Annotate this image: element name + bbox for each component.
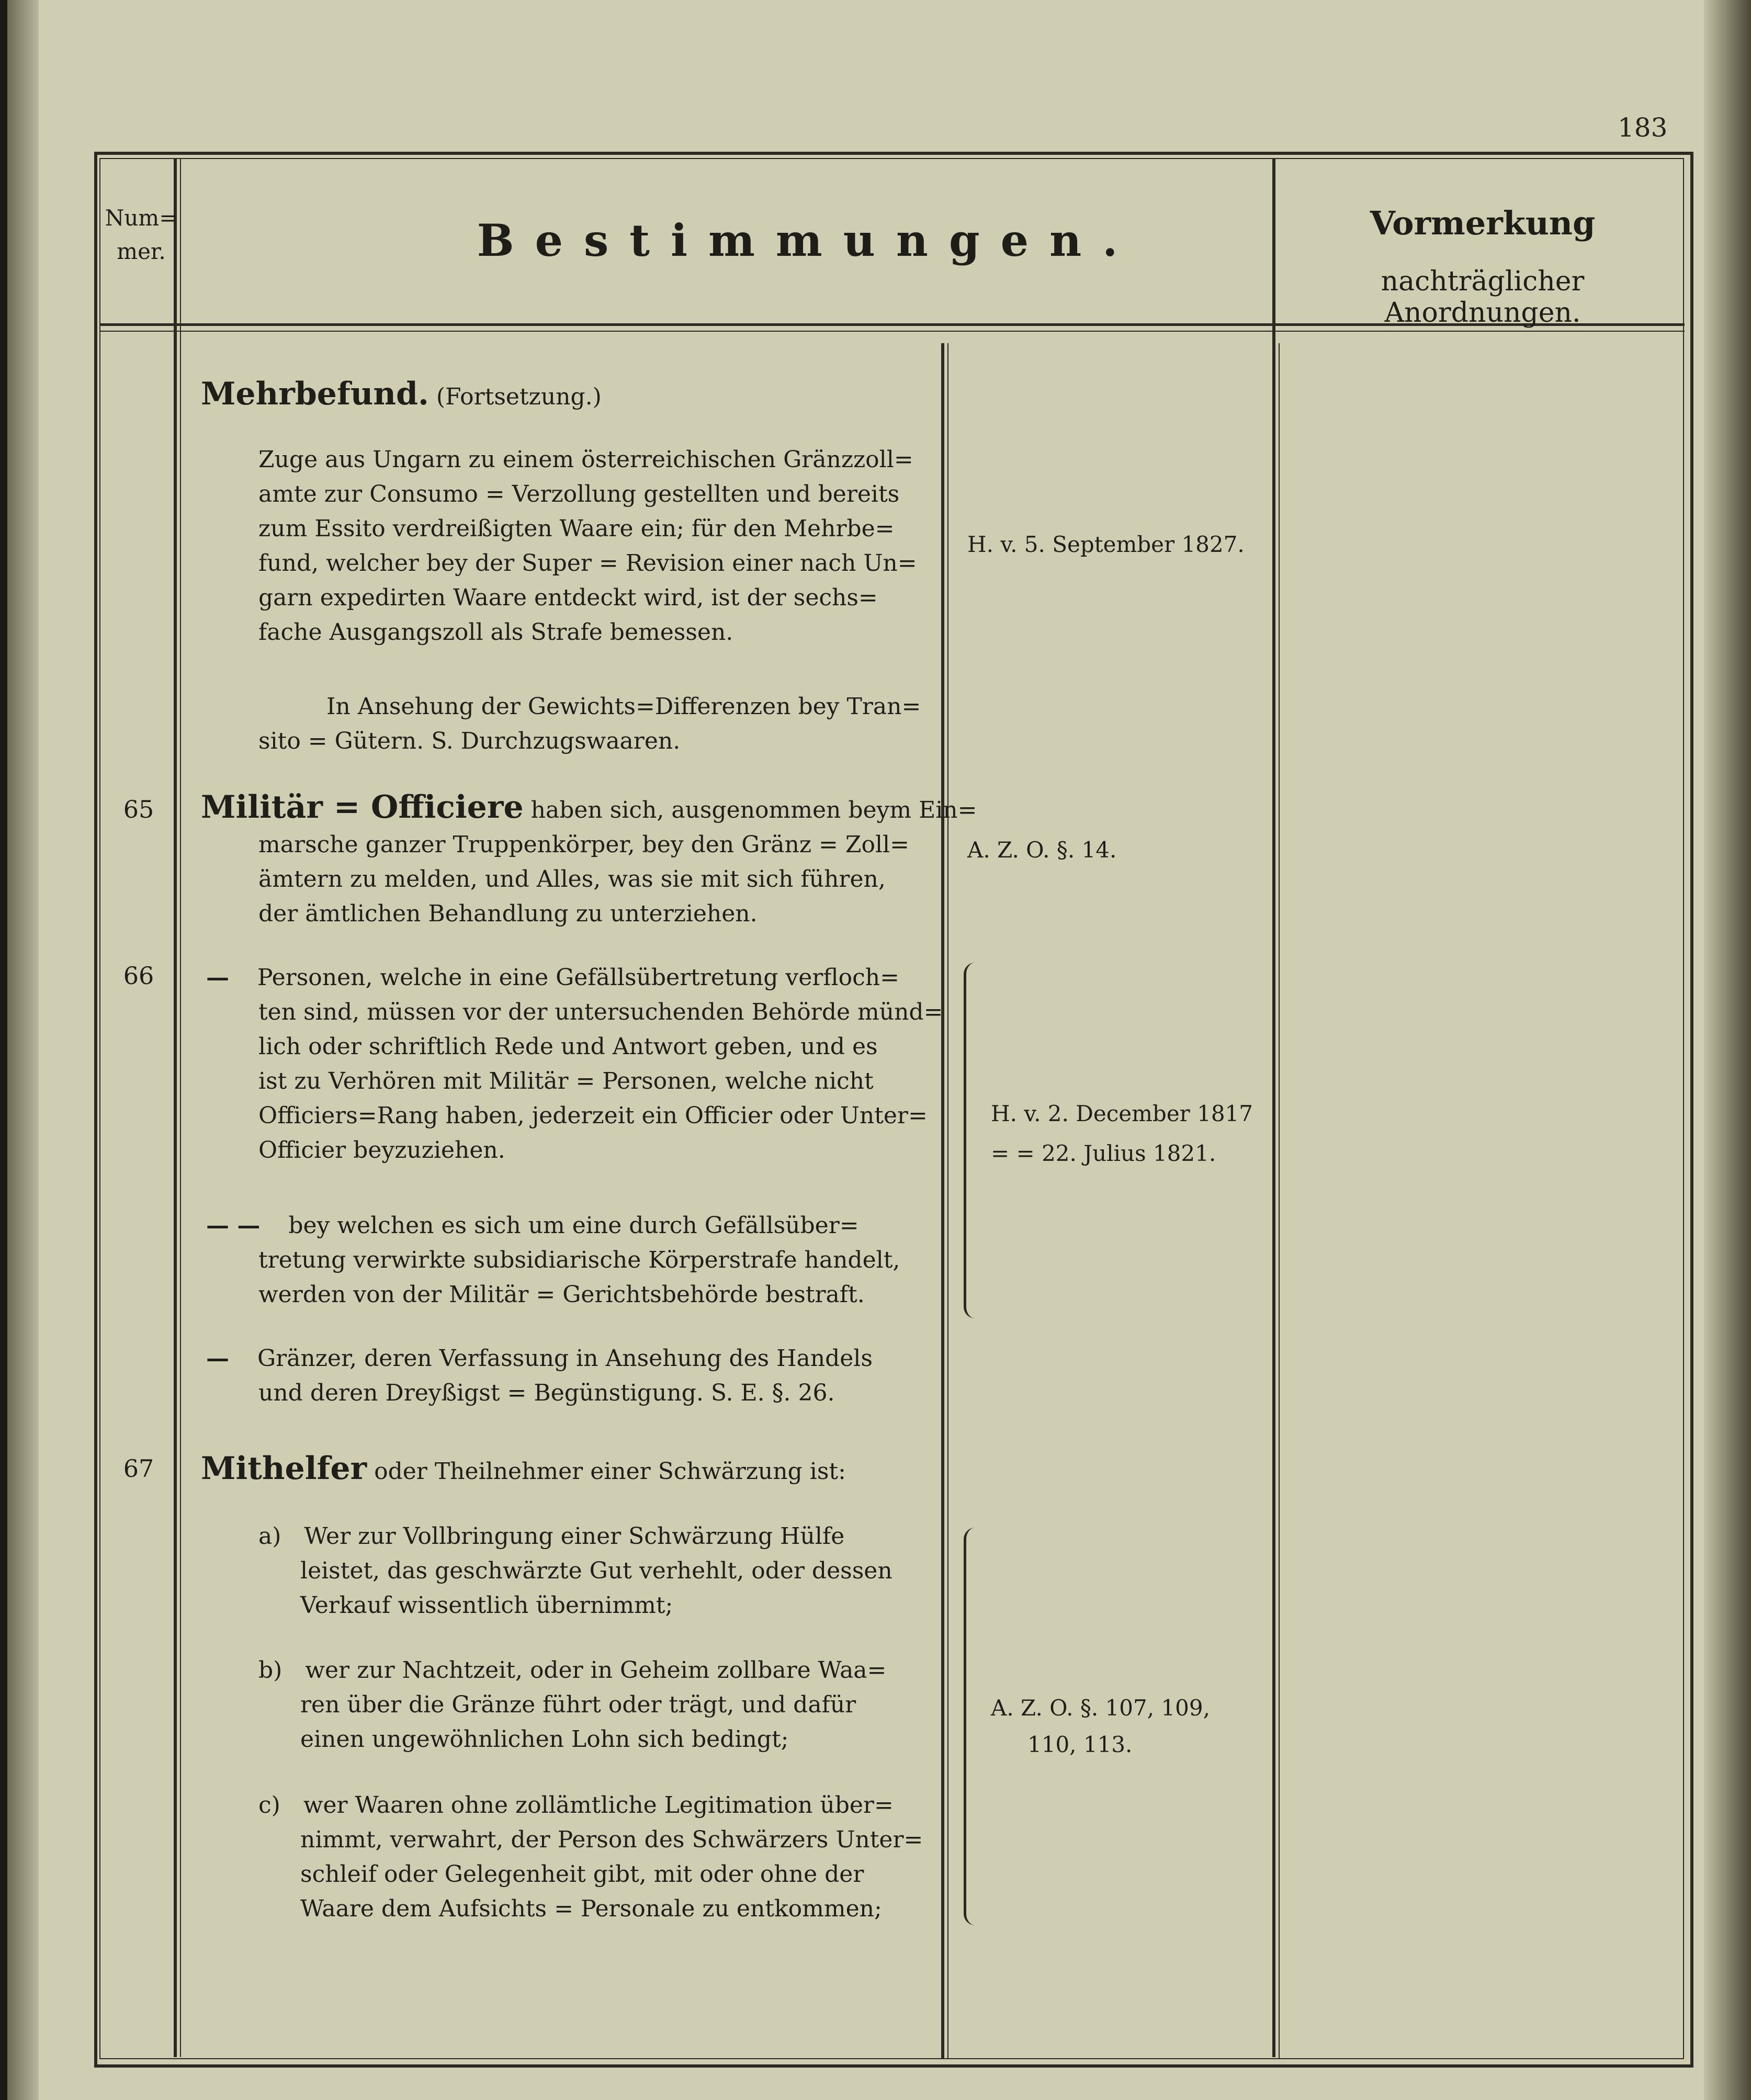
col-rule-main-thin [947, 343, 948, 2059]
mehrbefund-para2: In Ansehung der Gewichts=Differenzen bey Tran= sito = Gütern. S. Durchzugswaaren. [258, 693, 921, 754]
col-rule-ref-thin [1279, 343, 1280, 2059]
entry-66-sub2: — — bey welchen es sich um eine durch Gefällsüber= tretung verwirkte subsidiarische Körperstrafe handelt, werden von der Militär = Gerichtsbehörde bestraft. [206, 1212, 900, 1308]
page-edge-shadow [1704, 0, 1751, 2100]
entry-67-item-b: b) wer zur Nachtzeit, oder in Geheim zollbare Waa= ren über die Gränze führt oder trägt, und dafür einen ungewöhnlichen Lohn sich bedingt; [258, 1657, 887, 1753]
header-number-line2: mer. [117, 239, 166, 264]
header-vormerkung-title: Vormerkung [1370, 204, 1596, 242]
entry-65-text: Militär = Officiere haben sich, ausgenommen beym Ein= marsche ganzer Truppenkörper, bey den Gränz = Zoll= ämtern zu melden, und Alles, was sie mit sich führen, der ämtlichen Behandlung zu unterziehen. [201, 789, 977, 927]
entry-66-text: — Personen, welche in eine Gefällsübertretung verfloch= ten sind, müssen vor der untersuchenden Behörde münd= lich oder schriftlich Rede und Antwort geben, und es ist zu Verhören mit Militär = Personen, welche nicht Officiers=Rang haben, jederzeit ein Officier oder Unter= Officier beyzuziehen. [206, 964, 943, 1164]
entry-66-brace [964, 963, 978, 1318]
entry-66-sub3: — Gränzer, deren Verfassung in Ansehung des Handels und deren Dreyßigst = Begünstigung. S. E. §. 26. [206, 1345, 873, 1406]
entry-65-reference: A. Z. O. §. 14. [967, 837, 1117, 863]
header-title: Bestimmungen. [477, 214, 1139, 266]
entry-number-66: 66 [123, 962, 154, 990]
col-rule-ref [1272, 158, 1275, 2057]
header-rule-thin [99, 331, 1685, 332]
mehrbefund-heading: Mehrbefund. (Fortsetzung.) [201, 376, 602, 412]
entry-number-65: 65 [123, 795, 154, 823]
col-rule-main [941, 343, 944, 2059]
entry-67-brace [964, 1528, 978, 1925]
page-gutter-shadow [7, 0, 39, 2100]
entry-66-reference-2: = = 22. Julius 1821. [991, 1141, 1216, 1166]
entry-67-reference-2: 110, 113. [1027, 1732, 1133, 1757]
page-number: 183 [1618, 112, 1668, 143]
header-number-line1: Num= [105, 205, 178, 231]
header-number-label [105, 201, 178, 268]
entry-66-reference-1: H. v. 2. December 1817 [991, 1101, 1253, 1126]
document-page [7, 0, 1751, 2100]
col-rule-number [174, 158, 177, 2057]
entry-number-67: 67 [123, 1454, 154, 1483]
mehrbefund-text: Zuge aus Ungarn zu einem österreichischen Gränzzoll= amte zur Consumo = Verzollung gestellten und bereits zum Essito verdreißigten Waare ein; für den Mehrbe= fund, welcher bey der Super = Revision einer nach Un= garn expedirten Waare entdeckt wird, ist der sechs= fache Ausgangszoll als Strafe bemessen. [258, 446, 917, 646]
entry-67-heading: Mithelfer oder Theilnehmer einer Schwärzung ist: [201, 1450, 846, 1487]
col-rule-number-thin [180, 158, 181, 2057]
entry-67-reference-1: A. Z. O. §. 107, 109, [991, 1695, 1210, 1721]
entry-67-item-a: a) Wer zur Vollbringung einer Schwärzung Hülfe leistet, das geschwärzte Gut verhehlt, oder dessen Verkauf wissentlich übernimmt; [258, 1523, 893, 1619]
mehrbefund-reference: H. v. 5. September 1827. [967, 532, 1245, 557]
header-vormerkung-subtitle: nachträglicher Anordnungen. [1381, 266, 1585, 329]
entry-67-item-c: c) wer Waaren ohne zollämtliche Legitimation über= nimmt, verwahrt, der Person des Schwärzers Unter= schleif oder Gelegenheit gibt, mit oder ohne der Waare dem Aufsichts = Personale zu entkommen; [258, 1792, 923, 1922]
